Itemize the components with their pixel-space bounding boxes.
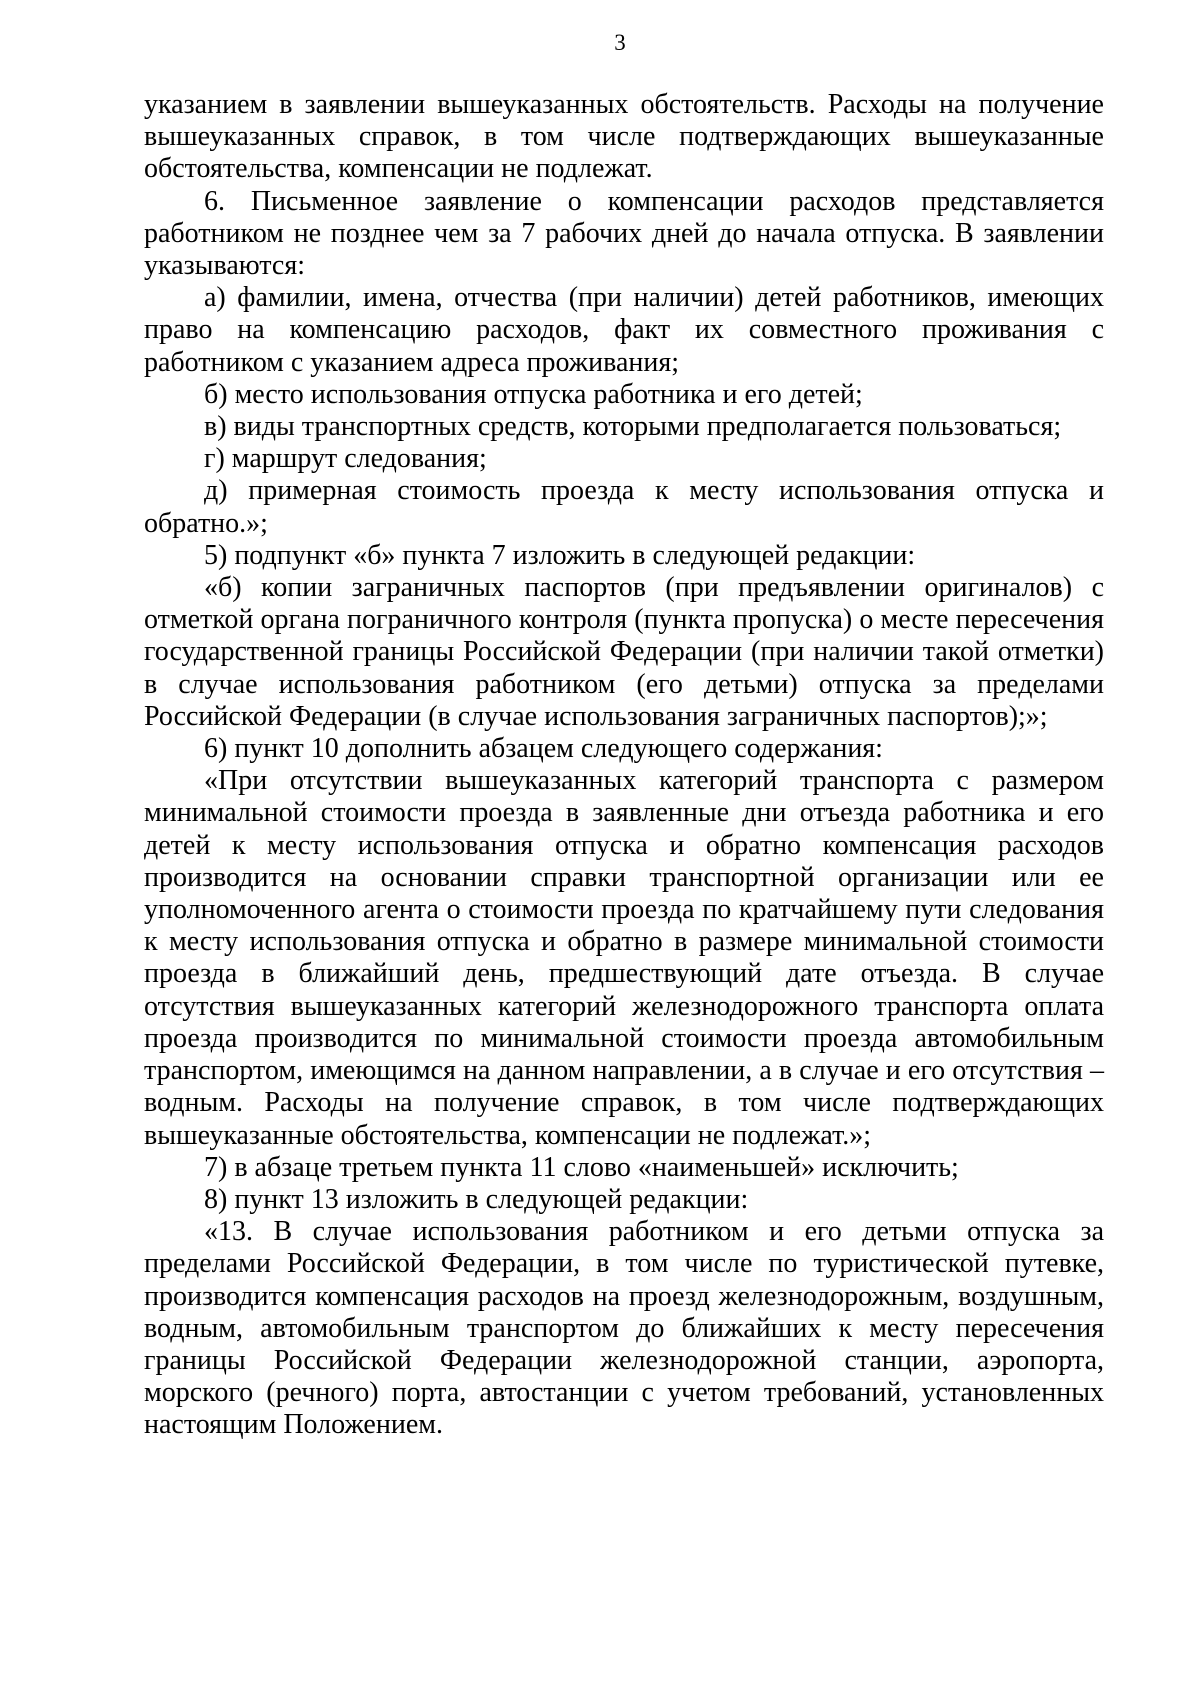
paragraph-continuation: указанием в заявлении вышеуказанных обстоятельств. Расходы на получение вышеуказанных справок, в том числе подтверждающих вышеуказанные обстоятельства, компенсации не подлежат.	[144, 89, 1104, 185]
paragraph-subitem-a: а) фамилии, имена, отчества (при наличии) детей работников, имеющих право на компенсацию расходов, факт их совместного проживания с работником с указанием адреса проживания;	[144, 282, 1104, 378]
paragraph-amendment-8: 8) пункт 13 изложить в следующей редакции:	[204, 1183, 749, 1215]
paragraph-subitem-v: в) виды транспортных средств, которыми предполагается пользоваться;	[204, 411, 1062, 443]
paragraph-amendment-6-text: «При отсутствии вышеуказанных категорий транспорта с размером минимальной стоимости проезда в заявленные дни отъезда работника и его детей к месту использования отпуска и обратно компенсация расходов производится на основании справки транспортной организации или ее уполномоченного агента о стоимости проезда по кратчайшему пути следования к месту использования отпуска и обратно в размере минимальной стоимости проезда в ближайший день, предшествующий дате отъезда. В случае отсутствия вышеуказанных категорий железнодорожного транспорта оплата проезда производится по минимальной стоимости проезда автомобильным транспортом, имеющимся на данном направлении, а в случае и его отсутствия – водным. Расходы на получение справок, в том числе подтверждающих вышеуказанные обстоятельства, компенсации не подлежат.»;	[144, 765, 1104, 1151]
paragraph-subitem-d: д) примерная стоимость проезда к месту использования отпуска и обратно.»;	[144, 475, 1104, 539]
paragraph-item-6: 6. Письменное заявление о компенсации расходов представляется работником не позднее чем за 7 рабочих дней до начала отпуска. В заявлении указываются:	[144, 185, 1104, 282]
paragraph-amendment-5: 5) подпункт «б» пункта 7 изложить в следующей редакции:	[204, 539, 916, 571]
paragraph-amendment-6: 6) пункт 10 дополнить абзацем следующего содержания:	[204, 733, 883, 765]
page-number: 3	[614, 30, 626, 55]
document-body	[144, 89, 1104, 1442]
paragraph-subitem-g: г) маршрут следования;	[204, 443, 487, 475]
paragraph-amendment-7: 7) в абзаце третьем пункта 11 слово «наименьшей» исключить;	[204, 1151, 959, 1183]
paragraph-amendment-8-text: «13. В случае использования работником и его детьми отпуска за пределами Российской Федерации, в том числе по туристической путевке, производится компенсация расходов на проезд железнодорожным, воздушным, водным, автомобильным транспортом до ближайших к месту пересечения границы Российской Федерации железнодорожной станции, аэропорта, морского (речного) порта, автостанции с учетом требований, установленных настоящим Положением.	[144, 1216, 1104, 1441]
paragraph-amendment-5-text: «б) копии заграничных паспортов (при предъявлении оригиналов) с отметкой органа пограничного контроля (пункта пропуска) о месте пересечения государственной границы Российской Федерации (при наличии такой отметки) в случае использования работником (его детьми) отпуска за пределами Российской Федерации (в случае использования заграничных паспортов);»;	[144, 572, 1104, 732]
paragraph-subitem-b: б) место использования отпуска работника и его детей;	[204, 378, 863, 410]
